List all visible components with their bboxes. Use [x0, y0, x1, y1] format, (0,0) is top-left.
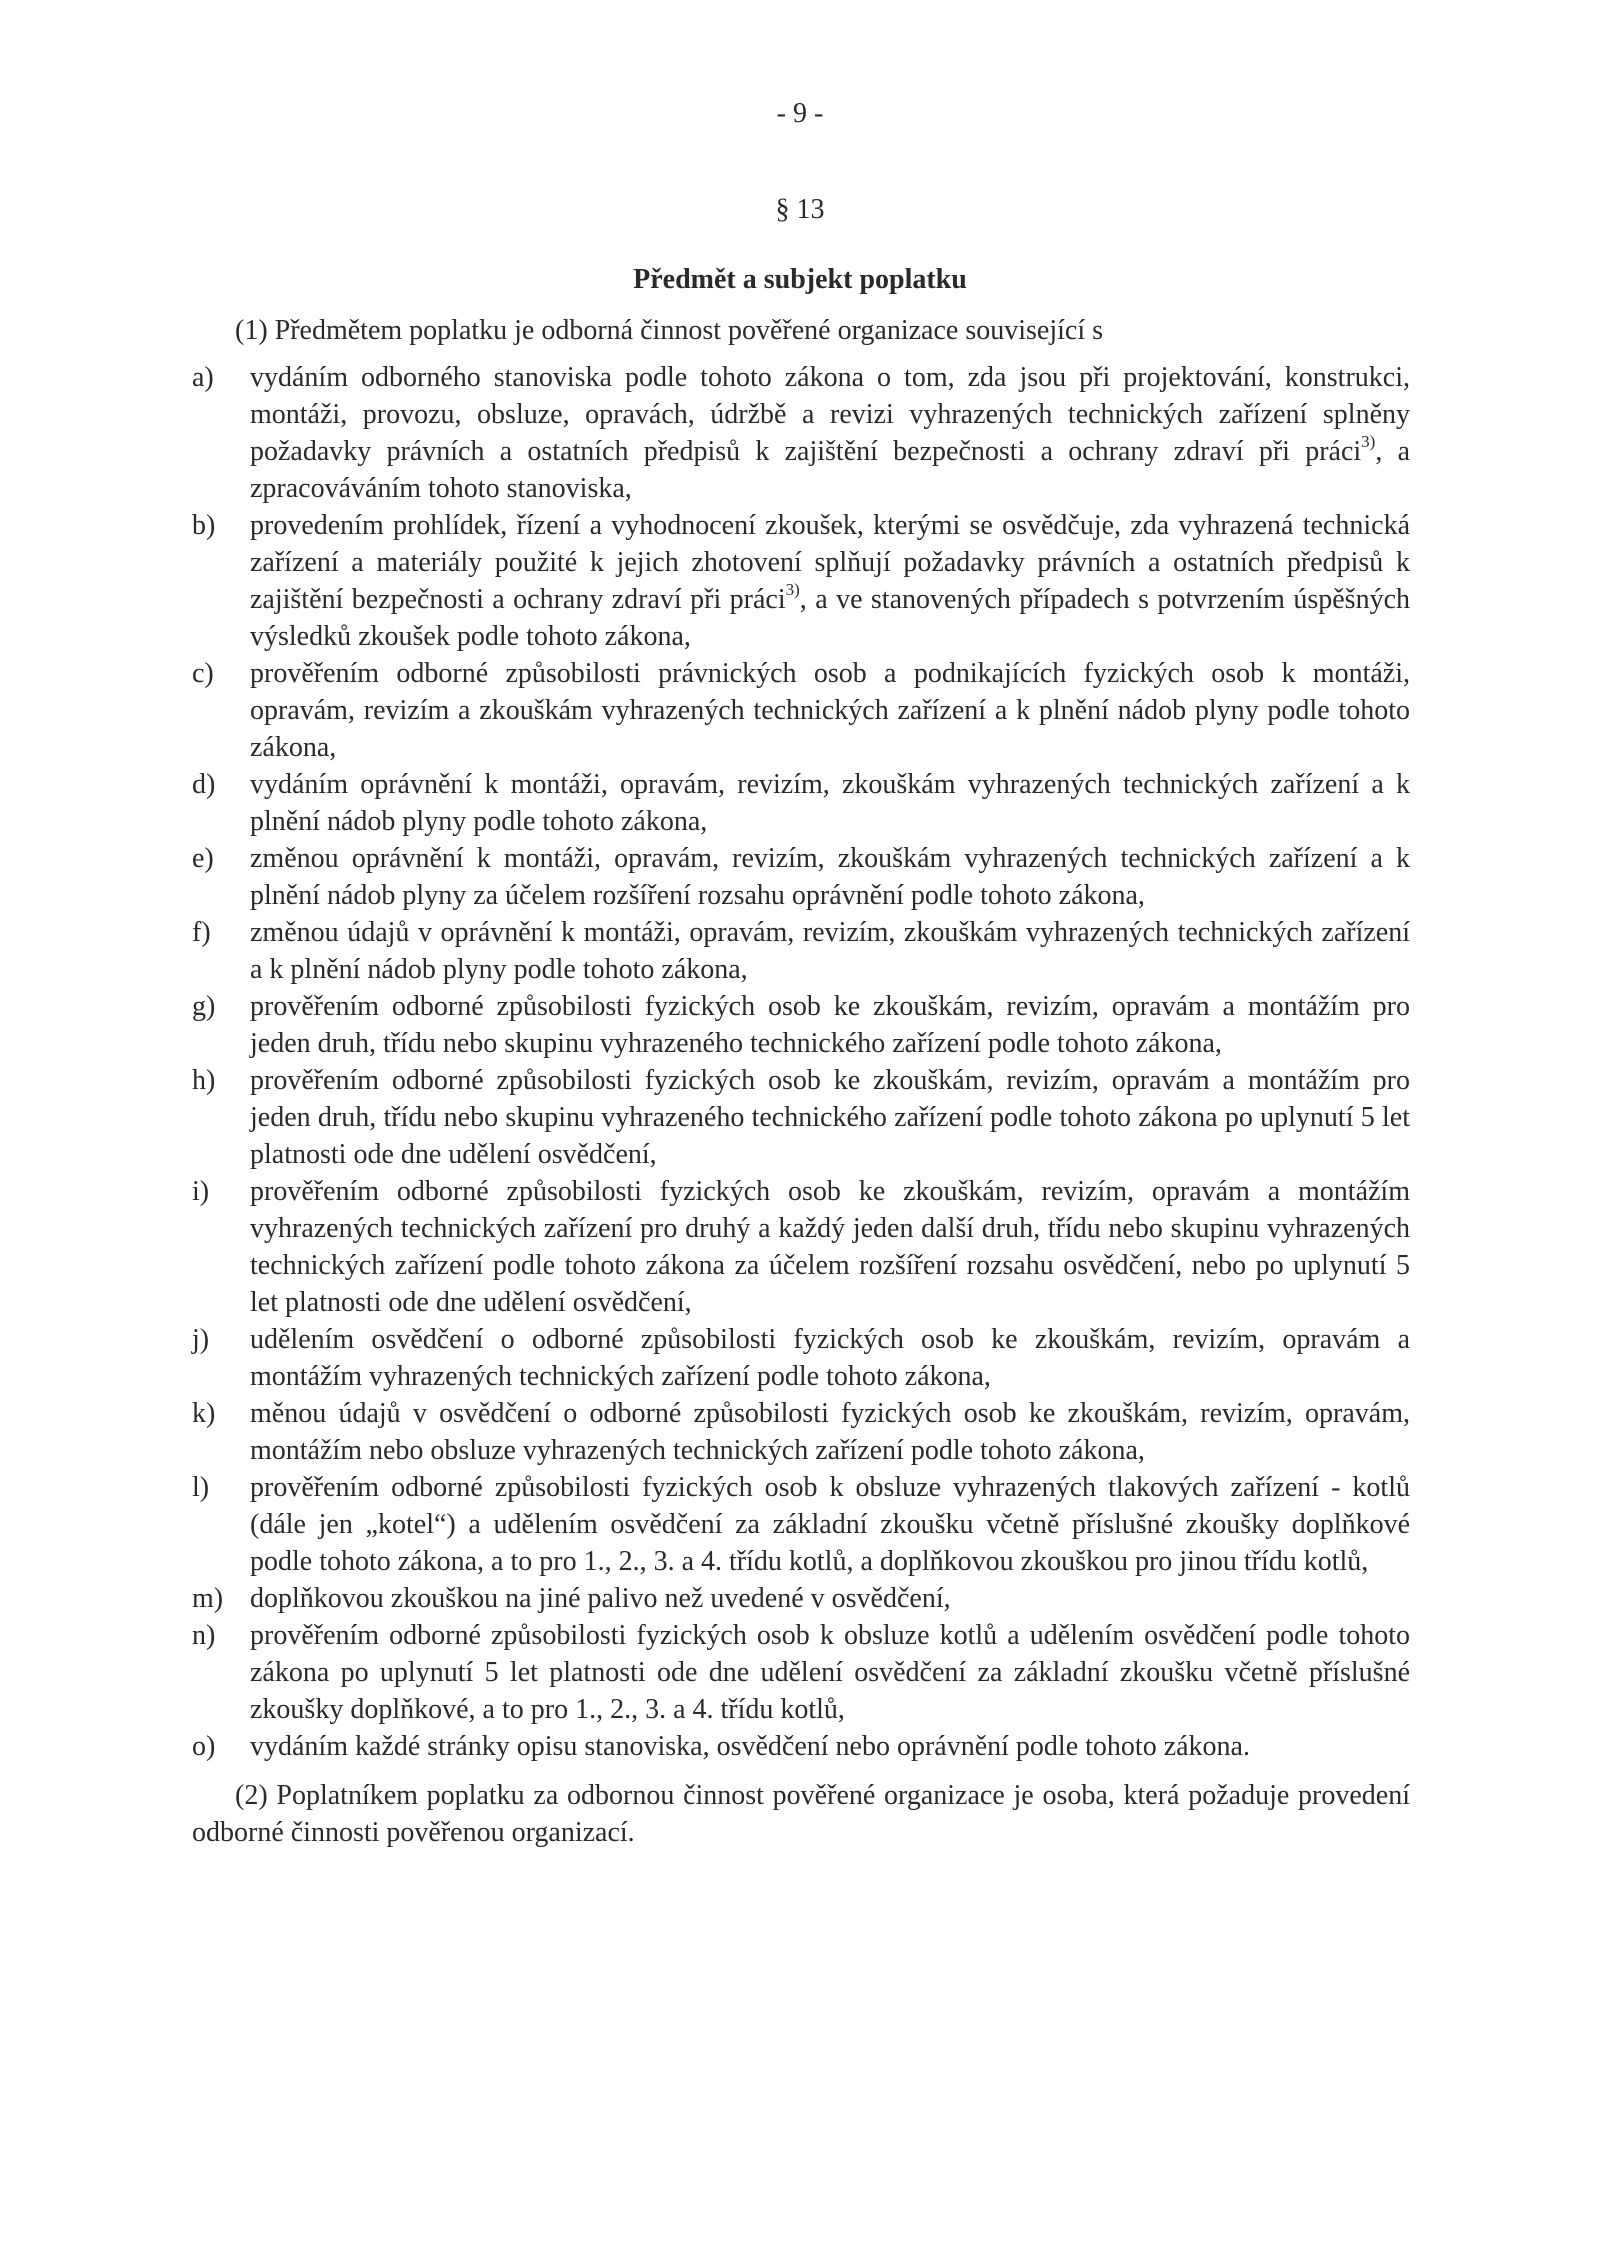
item-letter: m) — [192, 1583, 224, 1614]
list-item-g — [192, 988, 1410, 1062]
item-text: vydáním každé stránky opisu stanoviska, osvědčení nebo oprávnění podle tohoto zákona. — [250, 1731, 1250, 1762]
item-text-tail: , a zpracováváním tohoto stanoviska, — [250, 436, 1410, 504]
list-item-h — [192, 1062, 1410, 1173]
item-letter: h) — [192, 1065, 216, 1096]
item-letter: a) — [192, 362, 214, 393]
item-letter: i) — [192, 1176, 210, 1207]
item-text-main: provedením prohlídek, řízení a vyhodnocení zkoušek, kterými se osvědčuje, zda vyhrazená technická zařízení a materiály použité k jejich zhotovení splňují požadavky právních a ostatních předpisů k zajištění bezpečnosti a ochrany zdraví při práci — [250, 510, 1410, 615]
list-item-a — [192, 359, 1410, 507]
footnote-reference: 3) — [1361, 431, 1376, 451]
item-letter: c) — [192, 658, 214, 689]
paragraph-1: (1) Předmětem poplatku je odborná činnost pověřené organizace související s — [235, 315, 1103, 346]
item-text: změnou oprávnění k montáži, opravám, revizím, zkouškám vyhrazených technických zařízení a k plnění nádob plyny za účelem rozšíření rozsahu oprávnění podle tohoto zákona, — [250, 843, 1410, 911]
item-letter: l) — [192, 1472, 210, 1503]
item-text-main: vydáním odborného stanoviska podle tohoto zákona o tom, zda jsou při projektování, konstrukci, montáži, provozu, obsluze, opravách, údržbě a revizi vyhrazených technických zařízení splněny požadavky právních a ostatních předpisů k zajištění bezpečnosti a ochrany zdraví při práci — [250, 362, 1410, 467]
item-letter: g) — [192, 991, 216, 1022]
section-mark: § 13 — [775, 194, 825, 225]
item-letter: f) — [192, 917, 211, 948]
item-letter: o) — [192, 1731, 216, 1762]
item-letter: e) — [192, 843, 214, 874]
item-text: prověřením odborné způsobilosti fyzických osob ke zkouškám, revizím, opravám a montážím pro jeden druh, třídu nebo skupinu vyhrazeného technického zařízení podle tohoto zákona, — [250, 991, 1410, 1059]
item-text: prověřením odborné způsobilosti fyzických osob ke zkouškám, revizím, opravám a montážím pro jeden druh, třídu nebo skupinu vyhrazeného technického zařízení podle tohoto zákona po uplynutí 5 let platnosti ode dne udělení osvědčení, — [250, 1065, 1410, 1170]
item-letter: d) — [192, 769, 216, 800]
list-item-n — [192, 1617, 1410, 1728]
footnote-reference: 3) — [785, 579, 800, 599]
paragraph-2: (2) Poplatníkem poplatku za odbornou činnost pověřené organizace je osoba, která požaduje provedení odborné činnosti pověřenou organizací. — [192, 1780, 1410, 1848]
item-letter: k) — [192, 1398, 216, 1429]
item-text: měnou údajů v osvědčení o odborné způsobilosti fyzických osob ke zkouškám, revizím, opravám, montážím nebo obsluze vyhrazených technických zařízení podle tohoto zákona, — [250, 1398, 1410, 1466]
list-item-f — [192, 914, 1410, 988]
list-item-o — [192, 1728, 1410, 1765]
item-letter: n) — [192, 1620, 216, 1651]
list-item-k — [192, 1395, 1410, 1469]
list-item-e — [192, 840, 1410, 914]
section-title: Předmět a subjekt poplatku — [633, 264, 967, 295]
item-text: prověřením odborné způsobilosti fyzických osob ke zkouškám, revizím, opravám a montážím vyhrazených technických zařízení pro druhý a každý jeden další druh, třídu nebo skupinu vyhrazených technických zařízení podle tohoto zákona za účelem rozšíření rozsahu osvědčení, nebo po uplynutí 5 let platnosti ode dne udělení osvědčení, — [250, 1176, 1410, 1318]
item-text — [250, 359, 1410, 507]
item-text: doplňkovou zkouškou na jiné palivo než uvedené v osvědčení, — [250, 1583, 951, 1614]
list-item-d — [192, 766, 1410, 840]
item-text: prověřením odborné způsobilosti fyzických osob k obsluze kotlů a udělením osvědčení podle tohoto zákona po uplynutí 5 let platnosti ode dne udělení osvědčení za základní zkoušku včetně příslušné zkoušky doplňkové, a to pro 1., 2., 3. a 4. třídu kotlů, — [250, 1620, 1410, 1725]
item-text: prověřením odborné způsobilosti fyzických osob k obsluze vyhrazených tlakových zařízení - kotlů (dále jen „kotel“) a udělením osvědčení za základní zkoušku včetně příslušné zkoušky doplňkové podle tohoto zákona, a to pro 1., 2., 3. a 4. třídu kotlů, a doplňkovou zkouškou pro jinou třídu kotlů, — [250, 1472, 1410, 1577]
list-item-c — [192, 655, 1410, 766]
item-letter: j) — [192, 1324, 210, 1355]
item-text-tail: , a ve stanovených případech s potvrzením úspěšných výsledků zkoušek podle tohoto zákona, — [250, 584, 1411, 652]
list-item-j — [192, 1321, 1410, 1395]
list-item-m — [192, 1580, 1410, 1617]
item-text — [250, 507, 1410, 655]
page-number: - 9 - — [776, 98, 824, 129]
document-body — [192, 312, 1410, 1851]
item-text: udělením osvědčení o odborné způsobilosti fyzických osob ke zkouškám, revizím, opravám a montážím vyhrazených technických zařízení podle tohoto zákona, — [250, 1324, 1410, 1392]
list-item-b — [192, 507, 1410, 655]
item-text: vydáním oprávnění k montáži, opravám, revizím, zkouškám vyhrazených technických zařízení a k plnění nádob plyny podle tohoto zákona, — [250, 769, 1410, 837]
list-item-i — [192, 1173, 1410, 1321]
item-letter: b) — [192, 510, 216, 541]
item-text: změnou údajů v oprávnění k montáži, opravám, revizím, zkouškám vyhrazených technických zařízení a k plnění nádob plyny podle tohoto zákona, — [250, 917, 1410, 985]
list-item-l — [192, 1469, 1410, 1580]
item-text: prověřením odborné způsobilosti právnických osob a podnikajících fyzických osob k montáži, opravám, revizím a zkouškám vyhrazených technických zařízení a k plnění nádob plyny podle tohoto zákona, — [250, 658, 1410, 763]
